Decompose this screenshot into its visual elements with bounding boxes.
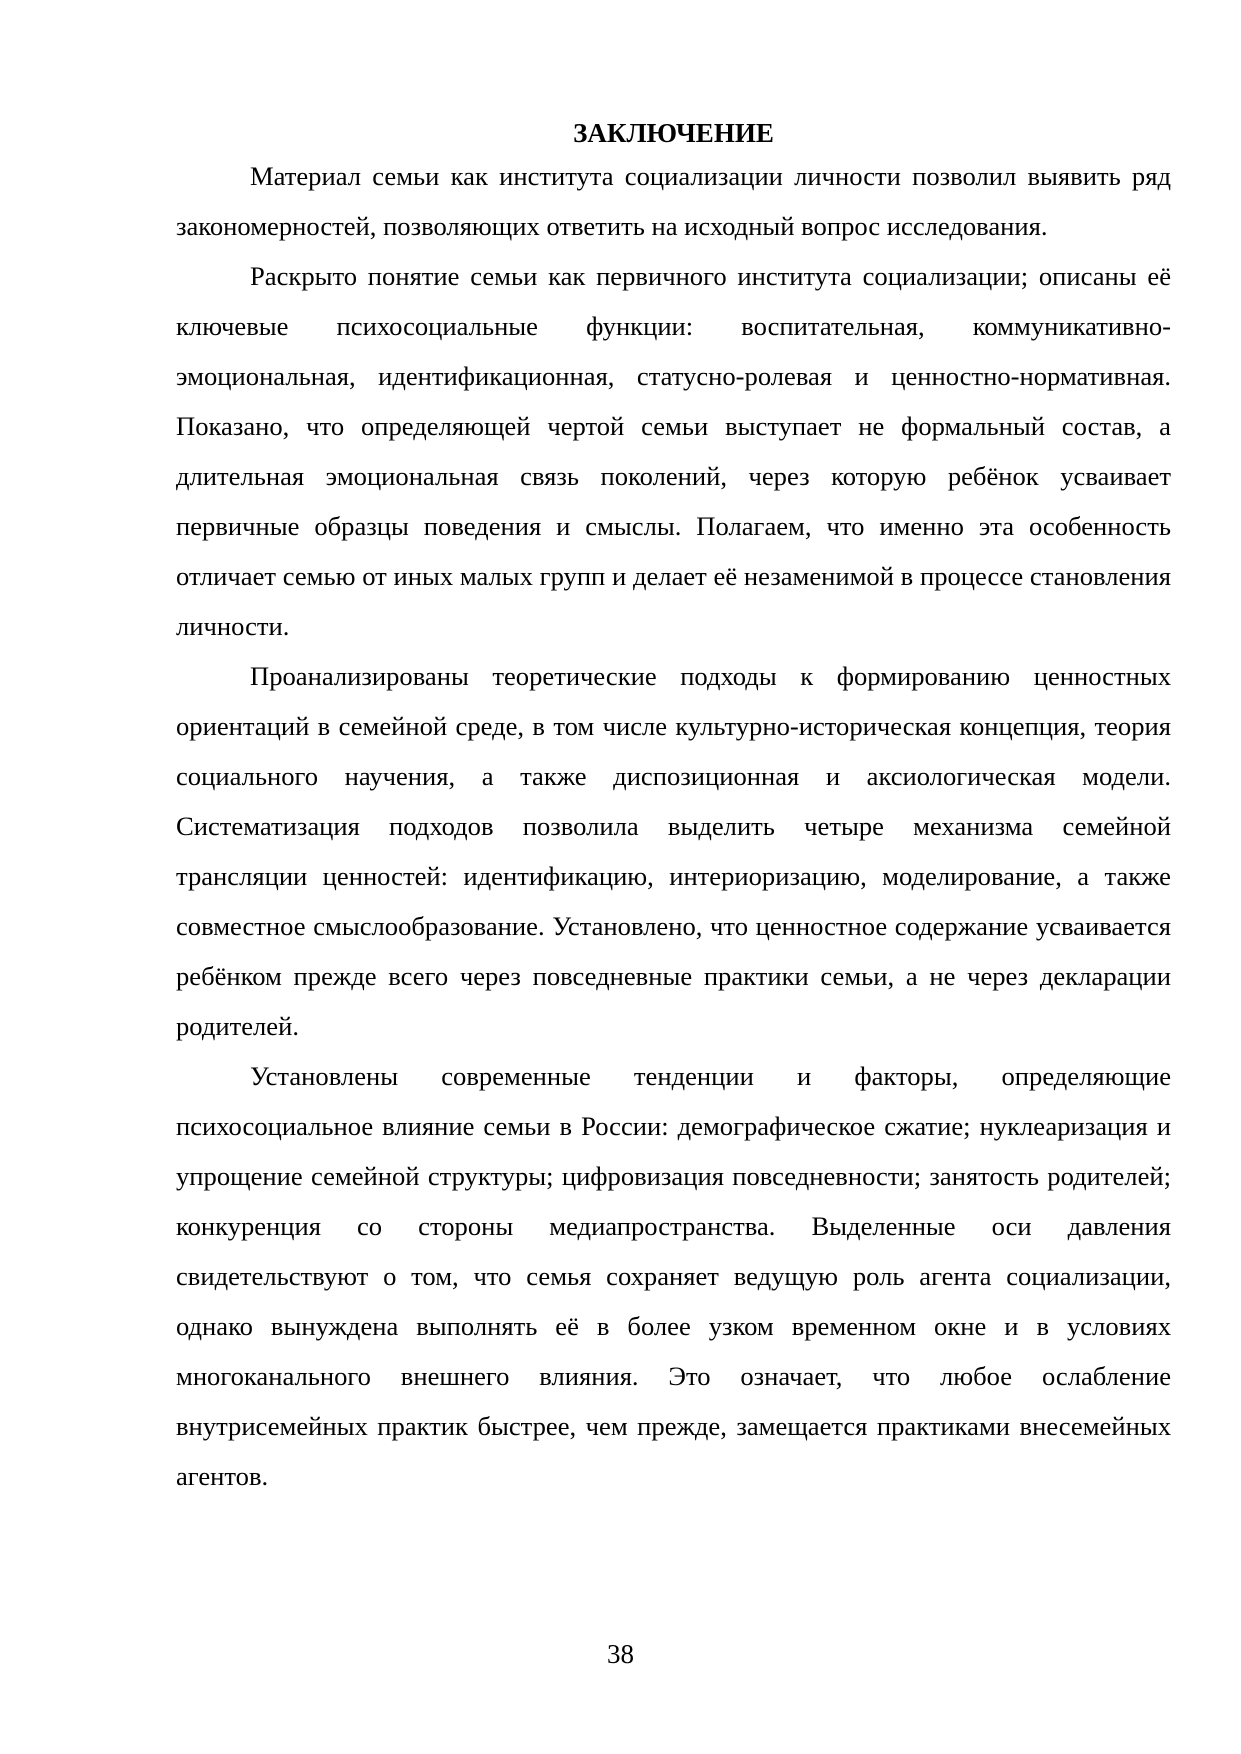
paragraph-modern-trends: Установлены современные тенденции и факторы, определяющие психосоциальное влияние семьи в России: демографическое сжатие; нуклеаризация и упрощение семейной структуры; цифровизация повседневности; занятость родителей; конкуренция со стороны медиапространства. Выделенные оси давления свидетельствуют о том, что семья сохраняет ведущую роль агента социализации, однако вынуждена выполнять её в более узком временном окне и в условиях многоканального внешнего влияния. Это означает, что любое ослабление внутрисемейных практик быстрее, чем прежде, замещается практиками внесемейных агентов.: [176, 1061, 1171, 1491]
page-title: ЗАКЛЮЧЕНИЕ: [573, 118, 774, 148]
paragraph-family-functions: Раскрыто понятие семьи как первичного института социализации; описаны её ключевые психосоциальные функции: воспитательная, коммуникативно-эмоциональная, идентификационная, статусно-ролевая и ценностно-нормативная. Показано, что определяющей чертой семьи выступает не формальный состав, а длительная эмоциональная связь поколений, через которую ребёнок усваивает первичные образцы поведения и смыслы. Полагаем, что именно эта особенность отличает семью от иных малых групп и делает её незаменимой в процессе становления личности.: [176, 261, 1171, 641]
paragraph-intro: Материал семьи как института социализации личности позволил выявить ряд закономерностей, позволяющих ответить на исходный вопрос исследования.: [176, 161, 1171, 241]
page-content: [176, 115, 1171, 1501]
page-number: 38: [607, 1639, 634, 1669]
paragraph-theoretical-approaches: Проанализированы теоретические подходы к формированию ценностных ориентаций в семейной среде, в том числе культурно-историческая концепция, теория социального научения, а также диспозиционная и аксиологическая модели. Систематизация подходов позволила выделить четыре механизма семейной трансляции ценностей: идентификацию, интериоризацию, моделирование, а также совместное смыслообразование. Установлено, что ценностное содержание усваивается ребёнком прежде всего через повседневные практики семьи, а не через декларации родителей.: [176, 661, 1171, 1041]
